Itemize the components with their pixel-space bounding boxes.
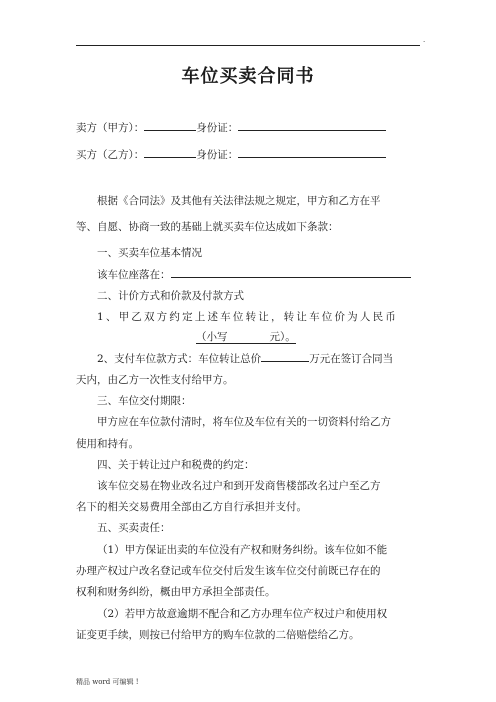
section-2-heading: 二、计价方式和价款及付款方式 bbox=[97, 290, 244, 302]
seller-name-blank[interactable] bbox=[144, 119, 196, 131]
intro-line-2: 等、自愿、协商一致的基础上就买卖车位达成如下条款： bbox=[76, 221, 339, 233]
liability-1-line-2: 办理产权过户改名登记或车位交付后发生该车位交付前既已存在的 bbox=[76, 565, 381, 577]
intro-line-1: 根据《合同法》及其他有关法律法规之规定，甲方和乙方在平 bbox=[97, 195, 381, 207]
buyer-line bbox=[76, 146, 386, 162]
footer-note: 精品 word 可编辑 ! bbox=[76, 678, 139, 686]
seller-line bbox=[76, 119, 386, 135]
payment-amount-blank[interactable] bbox=[261, 350, 309, 362]
location-blank[interactable] bbox=[171, 266, 411, 278]
payment-text-b: 万元在签订合同当 bbox=[309, 353, 394, 365]
seller-label: 卖方（甲方）： bbox=[76, 122, 145, 134]
seller-id-blank[interactable] bbox=[238, 119, 386, 131]
liability-1-line-1: （1）甲方保证出卖的车位没有产权和财务纠纷。该车位如不能 bbox=[97, 544, 388, 556]
section-1-heading: 一、买卖车位基本情况 bbox=[97, 247, 202, 259]
header-rule bbox=[76, 45, 420, 46]
section-5-heading: 五、买卖责任： bbox=[97, 522, 171, 534]
liability-2-line-1: （2）若甲方故意逾期不配合和乙方办理车位产权过户和使用权 bbox=[97, 608, 388, 620]
payment-line-1 bbox=[97, 350, 393, 366]
section-4-heading: 四、关于转让过户和税费的约定： bbox=[97, 459, 255, 471]
location-line bbox=[97, 266, 411, 282]
buyer-id-label: 身份证： bbox=[196, 149, 239, 161]
buyer-label: 买方（乙方）： bbox=[76, 149, 145, 161]
price-line-1: 1、甲乙双方约定上述车位转让，转让车位价为人民币 bbox=[97, 311, 398, 323]
price-line-2-wrap bbox=[196, 330, 296, 344]
buyer-name-blank[interactable] bbox=[144, 146, 196, 158]
payment-line-2: 天内，由乙方一次性支付给甲方。 bbox=[76, 374, 234, 386]
delivery-line-2: 使用和持有。 bbox=[76, 438, 139, 450]
buyer-id-blank[interactable] bbox=[238, 146, 386, 158]
transfer-line-2: 名下的相关交易费用全部由乙方自行承担并支付。 bbox=[76, 501, 307, 513]
header-corner-mark: . bbox=[423, 36, 426, 44]
seller-id-label: 身份证： bbox=[196, 122, 239, 134]
payment-text-a: 2、支付车位款方式：车位转让总价 bbox=[97, 353, 262, 365]
section-3-heading: 三、车位交付期限： bbox=[97, 395, 192, 407]
document-title: 车位买卖合同书 bbox=[181, 66, 315, 87]
liability-2-line-2: 证变更手续，则按已付给甲方的购车位款的二倍赔偿给乙方。 bbox=[76, 629, 360, 641]
transfer-line-1: 该车位交易在物业改名过户和到开发商售楼部改名过户至乙方 bbox=[97, 480, 381, 492]
location-label: 该车位座落在： bbox=[97, 269, 171, 281]
liability-1-line-3: 权利和财务纠纷，概由甲方承担全部责任。 bbox=[76, 586, 276, 598]
price-line-2: （小写 元）。 bbox=[196, 331, 296, 343]
delivery-line-1: 甲方应在车位款付清时，将车位及车位有关的一切资料付给乙方 bbox=[97, 416, 391, 428]
